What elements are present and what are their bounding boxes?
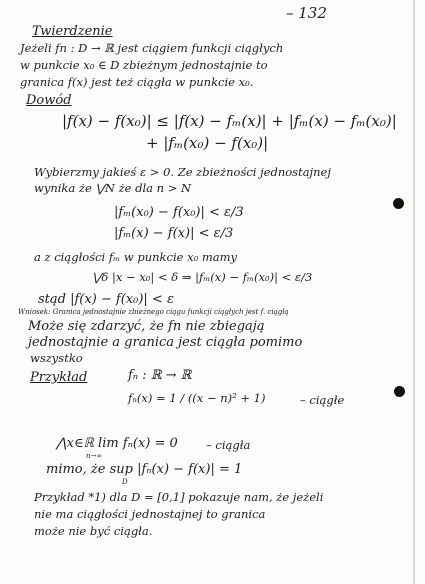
note-line: Może się zdarzyć, że fn nie zbiegają <box>28 319 265 334</box>
theorem-line: granica f(x) jest też ciągła w punkcie x₀. <box>20 75 254 89</box>
triangle-inequality: |f(x) − f(x₀)| ≤ |f(x) − fₘ(x)| + |fₘ(x) − fₘ(x₀)| <box>62 112 397 130</box>
page-edge <box>413 0 415 584</box>
page-number: – 132 <box>286 4 327 22</box>
example-limit-note: – ciągła <box>206 438 251 452</box>
binder-hole <box>394 386 405 397</box>
example-def: fₙ : ℝ → ℝ <box>128 368 192 383</box>
remark <box>18 308 289 316</box>
triangle-inequality-cont: + |fₘ(x₀) − f(x₀)| <box>146 134 269 152</box>
proof-heading: Dowód <box>26 93 72 108</box>
proof-conclusion: stąd |f(x) − f(x₀)| < ε <box>38 292 174 307</box>
closing-line: nie ma ciągłości jednostajnej to granica <box>34 507 266 521</box>
delta-condition: ⋁δ |x − x₀| < δ ⇒ |fₘ(x) − fₘ(x₀)| < ε/3 <box>92 270 313 284</box>
proof-text: Wybierzmy jakieś ε > 0. Ze zbieżności jednostajnej <box>34 165 331 179</box>
binder-hole <box>393 198 404 209</box>
remark-label: Wniosek: <box>18 308 51 316</box>
theorem-line: w punkcie x₀ ∈ D zbieżnym jednostajnie to <box>20 58 268 72</box>
bound-x: |fₘ(x) − f(x)| < ε/3 <box>114 226 234 241</box>
proof-text: wynika że ⋁N że dla n > N <box>34 181 192 195</box>
example-heading: Przykład <box>30 370 88 385</box>
example-sup-sub: D <box>122 478 128 486</box>
proof-text: a z ciągłości fₘ w punkcie x₀ mamy <box>34 250 237 264</box>
remark-text: Granica jednostajnie zbieżnego ciągu funkcji ciągłych jest f. ciągłą <box>52 308 289 316</box>
bound-x0: |fₘ(x₀) − f(x₀)| < ε/3 <box>114 205 244 220</box>
example-limit-sub: n→∞ <box>86 452 103 460</box>
closing-line: Przykład *1) dla D = [0,1] pokazuje nam, że jeżeli <box>34 490 324 504</box>
example-sup: mimo, że sup |fₙ(x) − f(x)| = 1 <box>46 462 243 477</box>
note-line: wszystko <box>30 351 83 365</box>
closing-line: może nie być ciągła. <box>34 524 153 538</box>
example-formula-note: – ciągłe <box>300 393 345 407</box>
theorem-heading: Twierdzenie <box>32 24 113 39</box>
example-limit: ⋀x∈ℝ lim fₙ(x) = 0 <box>56 436 178 451</box>
example-formula: fₙ(x) = 1 / ((x − n)² + 1) <box>128 391 266 405</box>
note-line: jednostajnie a granica jest ciągła pomimo <box>28 335 303 350</box>
theorem-line: Jeżeli fn : D → ℝ jest ciągiem funkcji ciągłych <box>20 41 284 55</box>
